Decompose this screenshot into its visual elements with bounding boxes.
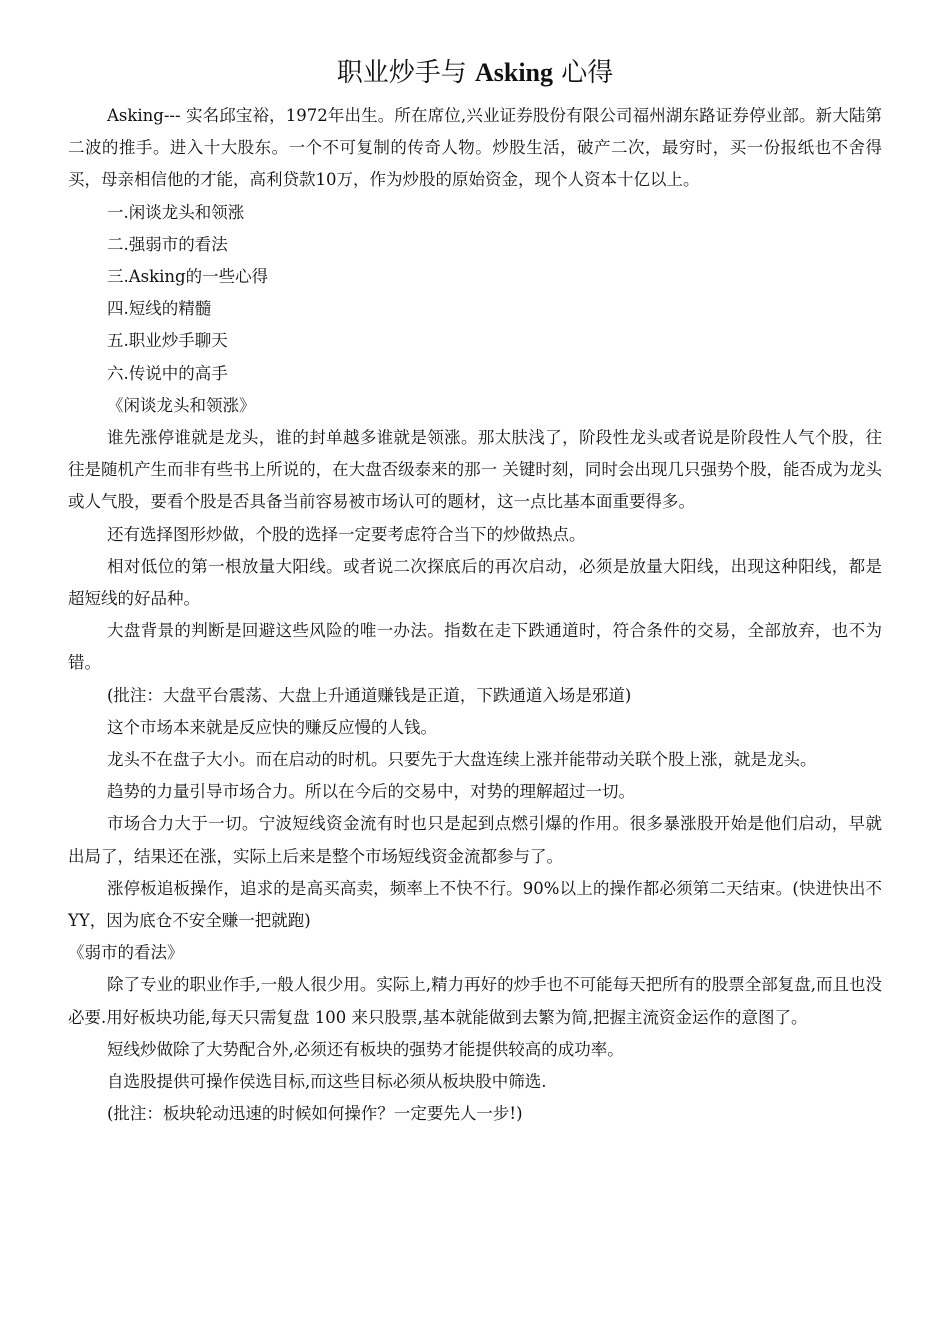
paragraph: 短线炒做除了大势配合外,必须还有板块的强势才能提供较高的成功率。 bbox=[107, 1039, 624, 1059]
paragraph: 涨停板追板操作，追求的是高买高卖，频率上不快不行。90%以上的操作都必须第二天结束。(快进快出不YY，因为底仓不安全赚一把就跑) bbox=[68, 878, 882, 931]
paragraph: 三.Asking的一些心得 bbox=[107, 267, 269, 287]
paragraph: 自选股提供可操作侯选目标,而这些目标必须从板块股中筛选. bbox=[107, 1072, 547, 1092]
paragraph: 《闲谈龙头和领涨》 bbox=[107, 395, 256, 415]
paragraph: 市场合力大于一切。宁波短线资金流有时也只是起到点燃引爆的作用。很多暴涨股开始是他们启动，早就出局了，结果还在涨，实际上后来是整个市场短线资金流都参与了。 bbox=[68, 814, 882, 866]
paragraph: 这个市场本来就是反应快的赚反应慢的人钱。 bbox=[107, 717, 437, 737]
title-suffix: 心得 bbox=[561, 58, 614, 88]
paragraph: (批注：大盘平台震荡、大盘上升通道赚钱是正道，下跌通道入场是邪道) bbox=[107, 685, 632, 705]
paragraph: 相对低位的第一根放量大阳线。或者说二次探底后的再次启动，必须是放量大阳线，出现这种阳线，都是超短线的好品种。 bbox=[68, 556, 882, 609]
paragraph: 一.闲谈龙头和领涨 bbox=[107, 202, 245, 222]
title-bold-word: Asking bbox=[474, 58, 554, 87]
title-prefix: 职业炒手与 bbox=[336, 58, 467, 88]
paragraph: 还有选择图形炒做，个股的选择一定要考虑符合当下的炒做热点。 bbox=[107, 524, 586, 544]
paragraph: 六.传说中的高手 bbox=[107, 363, 228, 383]
paragraph: 除了专业的职业作手,一般人很少用。实际上,精力再好的炒手也不可能每天把所有的股票全部复盘,而且也没必要.用好板块功能,每天只需复盘 100 来只股票,基本就能做到去繁为简,把握主流资金运作的意图了。 bbox=[68, 975, 882, 1027]
document-body bbox=[68, 100, 882, 1131]
paragraph: 大盘背景的判断是回避这些风险的唯一办法。指数在走下跌通道时，符合条件的交易，全部放弃，也不为错。 bbox=[68, 621, 882, 673]
paragraph: (批注：板块轮动迅速的时候如何操作？一定要先人一步!) bbox=[107, 1104, 523, 1124]
paragraph: 《弱市的看法》 bbox=[68, 943, 184, 963]
paragraph: 趋势的力量引导市场合力。所以在今后的交易中，对势的理解超过一切。 bbox=[107, 782, 635, 802]
paragraph: 龙头不在盘子大小。而在启动的时机。只要先于大盘连续上涨并能带动关联个股上涨，就是龙头。 bbox=[107, 750, 817, 770]
paragraph: 二.强弱市的看法 bbox=[107, 234, 228, 254]
document-title bbox=[0, 55, 950, 91]
paragraph: Asking--- 实名邱宝裕，1972年出生。所在席位,兴业证券股份有限公司福州湖东路证券停业部。新大陆第二波的推手。进入十大股东。一个不可复制的传奇人物。炒股生活，破产二次，最穷时，买一份报纸也不舍得买，母亲相信他的才能，高利贷款10万，作为炒股的原始资金，现个人资本十亿以上。 bbox=[68, 106, 882, 190]
paragraph: 五.职业炒手聊天 bbox=[107, 331, 228, 351]
paragraph: 谁先涨停谁就是龙头，谁的封单越多谁就是领涨。那太肤浅了，阶段性龙头或者说是阶段性人气个股，往往是随机产生而非有些书上所说的，在大盘否级泰来的那一 关键时刻，同时会出现几只强势个股，能否成为龙头或人气股，要看个股是否具备当前容易被市场认可的题材，这一点比基本面重要得多。 bbox=[68, 428, 882, 512]
paragraph: 四.短线的精髓 bbox=[107, 299, 212, 319]
